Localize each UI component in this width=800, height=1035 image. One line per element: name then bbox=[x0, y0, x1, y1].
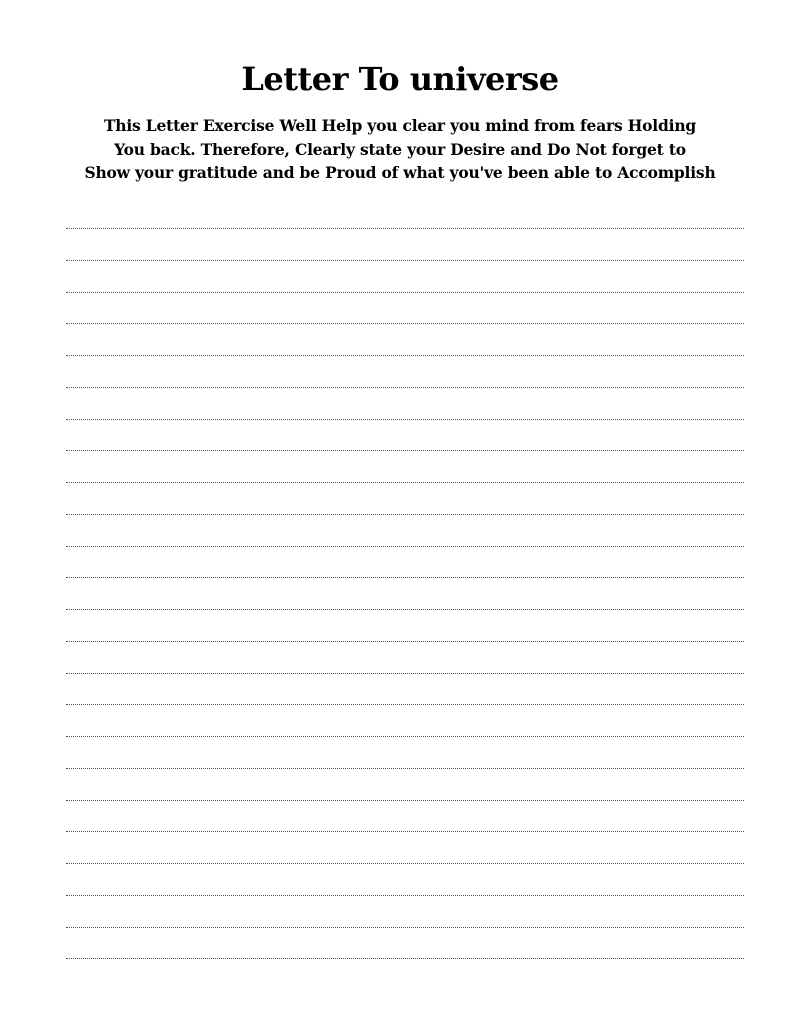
page-title: Letter To universe bbox=[241, 60, 559, 98]
writing-line bbox=[66, 704, 744, 705]
writing-line bbox=[66, 927, 744, 928]
writing-line bbox=[66, 292, 744, 293]
writing-line bbox=[66, 863, 744, 864]
writing-line bbox=[66, 800, 744, 801]
writing-line bbox=[66, 831, 744, 832]
writing-line bbox=[66, 895, 744, 896]
writing-line bbox=[66, 673, 744, 674]
instructions-line: Show your gratitude and be Proud of what you've been able to Accomplish bbox=[84, 163, 716, 182]
instructions-paragraph bbox=[0, 114, 800, 185]
instructions-line: This Letter Exercise Well Help you clear you mind from fears Holding bbox=[103, 116, 697, 135]
writing-line bbox=[66, 768, 744, 769]
writing-line bbox=[66, 609, 744, 610]
writing-line bbox=[66, 355, 744, 356]
writing-line bbox=[66, 387, 744, 388]
writing-area[interactable] bbox=[66, 228, 744, 968]
writing-line bbox=[66, 546, 744, 547]
writing-line bbox=[66, 260, 744, 261]
writing-line bbox=[66, 577, 744, 578]
writing-line bbox=[66, 419, 744, 420]
writing-line bbox=[66, 514, 744, 515]
writing-line bbox=[66, 482, 744, 483]
writing-line bbox=[66, 736, 744, 737]
writing-line bbox=[66, 228, 744, 229]
writing-line bbox=[66, 958, 744, 959]
writing-line bbox=[66, 641, 744, 642]
writing-line bbox=[66, 323, 744, 324]
writing-line bbox=[66, 450, 744, 451]
instructions-line: You back. Therefore, Clearly state your Desire and Do Not forget to bbox=[114, 139, 686, 159]
